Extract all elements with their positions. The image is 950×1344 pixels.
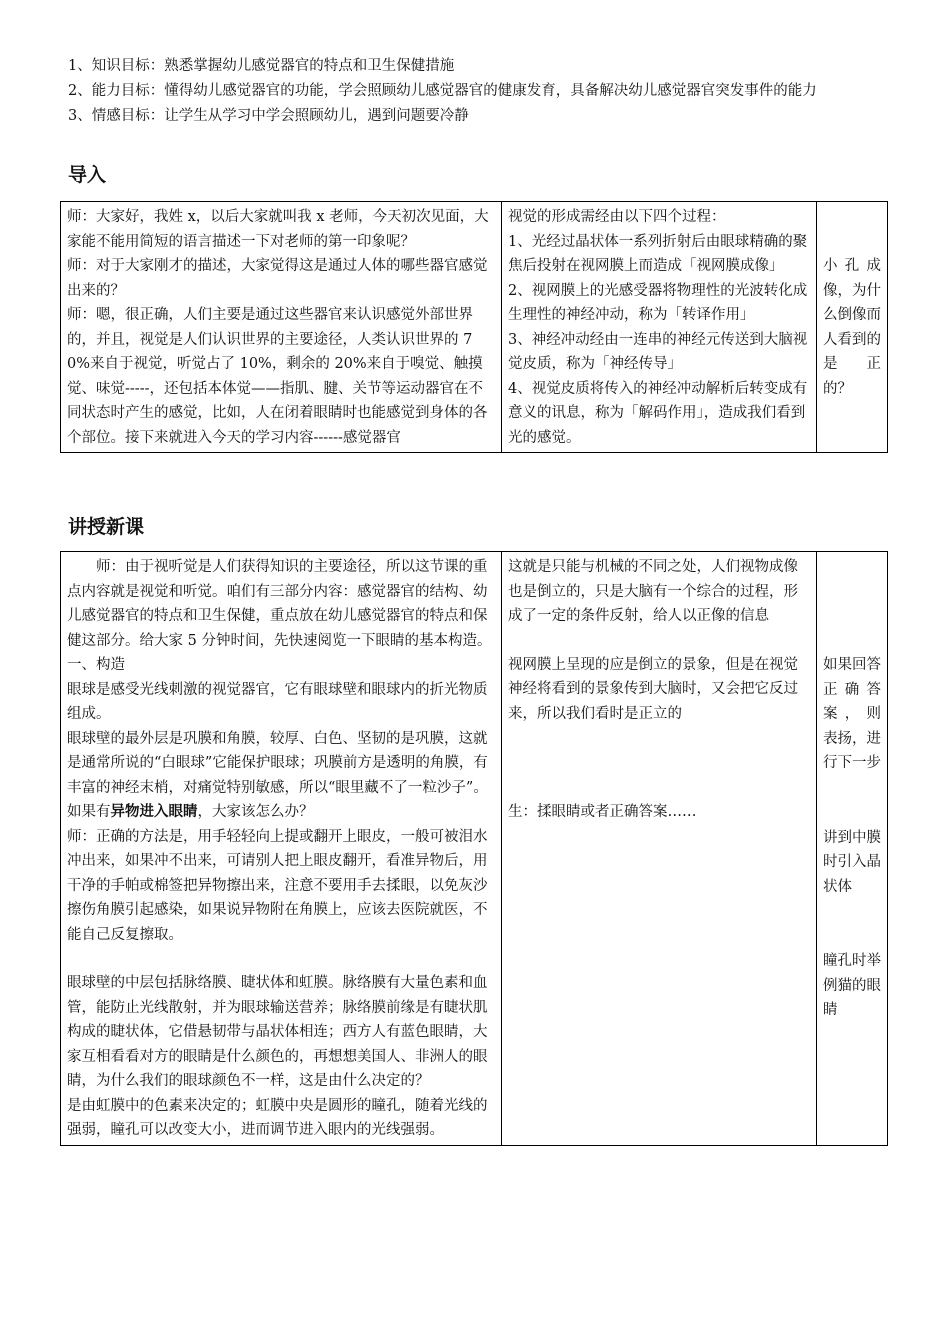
middle-layer: 眼球壁的中层包括脉络膜、睫状体和虹膜。脉络膜有大量色素和血管，能防止光线散射，并为眼球输送营养；脉络膜前缘是有睫状肌构成的睫状体，它借悬韧带与晶状体相连；西方人有蓝色眼睛，大家互相看看对方的眼睛是什么颜色的，再想想美国人、非洲人的眼睛，为什么我们的眼球颜色不一样，这是由什么决定的？ <box>67 975 488 1089</box>
new-lesson-row <box>61 552 888 1146</box>
content-student-answer: 生：揉眼睛或者正确答案…… <box>508 804 697 820</box>
eyeball-intro: 眼球是感受光线刺激的视觉器官，它有眼球壁和眼球内的折光物质组成。 <box>67 681 488 722</box>
new-lesson-table <box>60 551 888 1146</box>
intro-note-cell <box>817 202 888 453</box>
outer-layer <box>67 727 495 825</box>
new-lesson-note-cell <box>817 552 888 1146</box>
intro-table <box>60 201 888 453</box>
intro-teacher-line-1: 师：大家好，我姓 x，以后大家就叫我 x 老师，今天初次见面，大家能不能用简短的语言描述一下对老师的第一印象呢？ <box>67 209 489 250</box>
intro-teacher-cell <box>61 202 502 453</box>
intro-content-line-3: 2、视网膜上的光感受器将物理性的光波转化成生理性的神经冲动，称为「转译作用」 <box>508 282 808 323</box>
objective-knowledge: 1、知识目标：熟悉掌握幼儿感觉器官的特点和卫生保健措施 <box>68 58 455 74</box>
content-retina-image: 视网膜上呈现的应是倒立的景象，但是在视觉神经将看到的景象传到大脑时，又会把它反过来，所以我们看时是正立的 <box>508 656 798 722</box>
intro-content-line-4: 3、神经冲动经由一连串的神经元传送到大脑视觉皮质，称为「神经传导」 <box>508 331 808 372</box>
objectives-list <box>68 54 898 129</box>
intro-content-line-5: 4、视觉皮质将传入的神经冲动解析后转变成有意义的讯息，称为「解码作用」，造成我们看到光的感觉。 <box>508 380 808 446</box>
teacher-intro: 师：由于视听觉是人们获得知识的主要途径，所以这节课的重点内容就是视觉和听觉。咱们有三部分内容：感觉器官的结构、幼儿感觉器官的特点和卫生保健，重点放在幼儿感觉器官的特点和保健这部分。给大家 5 分钟时间，先快速阅览一下眼睛的基本构造。 <box>67 559 492 649</box>
outer-layer-part-a: 眼球壁的最外层是巩膜和角膜，较厚、白色、坚韧的是巩膜，这就是通常所说的“白眼球”它能保护眼球；巩膜前方是透明的角膜，有丰富的神经末梢，对痛觉特别敏感，所以“眼里藏不了一粒沙子”。如果有 <box>67 730 488 820</box>
foreign-body-answer: 师：正确的方法是，用手轻轻向上提或翻开上眼皮，一般可被泪水冲出来，如果冲不出来，可请别人把上眼皮翻开，看准异物后，用干净的手帕或棉签把异物擦出来，注意不要用手去揉眼，以免灰沙擦伤角膜引起感染，如果说异物附在角膜上，应该去医院就医，不能自己反复擦取。 <box>67 828 488 943</box>
section-title: 一、构造 <box>67 657 125 673</box>
iris-answer: 是由虹膜中的色素来决定的；虹膜中央是圆形的瞳孔，随着光线的强弱，瞳孔可以改变大小，进而调节进入眼内的光线强弱。 <box>67 1097 488 1138</box>
intro-content-cell <box>502 202 817 453</box>
intro-content-line-2: 1、光经过晶状体一系列折射后由眼球精确的聚焦后投射在视网膜上而造成「视网膜成像」 <box>508 233 808 274</box>
note-correct-answer: 如果回答正确答案，则 表扬，进行下一步 <box>823 657 881 771</box>
new-lesson-heading: 讲授新课 <box>68 516 145 538</box>
intro-teacher-line-3: 师：嗯，很正确，人们主要是通过这些器官来认识感觉外部世界的，并且，视觉是人们认识世界的主要途径，人类认识世界的 70%来自于视觉，听觉占了 10%，剩余的 20%来自于嗅觉、触摸觉、味觉-----，还包括本体觉——指肌、腱、关节等运动器官在不同状态时产生的感觉，比如，人在闭着眼睛时也能感觉到身体的各个部位。接下来就进入今天的学习内容------感觉器官 <box>67 307 488 446</box>
intro-note: 小孔成像，为什么倒像而人看到的是 正的？ <box>823 258 881 397</box>
new-lesson-teacher-cell <box>61 552 502 1146</box>
objective-emotion: 3、情感目标：让学生从学习中学会照顾幼儿，遇到问题要冷静 <box>68 108 469 124</box>
note-lens: 讲到中膜时引入晶状体 <box>823 829 881 895</box>
outer-layer-bold: 异物进入眼睛 <box>110 804 198 820</box>
objective-ability: 2、能力目标：懂得幼儿感觉器官的功能，学会照顾幼儿感觉器官的健康发育，具备解决幼儿感觉器官突发事件的能力 <box>68 83 817 99</box>
content-inverted-image: 这就是只能与机械的不同之处，人们视物成像也是倒立的，只是大脑有一个综合的过程，形成了一定的条件反射，给人以正像的信息 <box>508 559 798 624</box>
intro-teacher-line-2: 师：对于大家刚才的描述，大家觉得这是通过人体的哪些器官感觉出来的？ <box>67 258 488 299</box>
intro-heading: 导入 <box>68 164 107 186</box>
new-lesson-content-cell <box>502 552 817 1146</box>
note-pupil-cat: 瞳孔时举例猫的眼睛 <box>823 953 881 1018</box>
intro-row <box>61 202 888 453</box>
intro-content-line-1: 视觉的形成需经由以下四个过程： <box>508 209 726 225</box>
outer-layer-part-b: ，大家该怎么办？ <box>197 804 314 820</box>
